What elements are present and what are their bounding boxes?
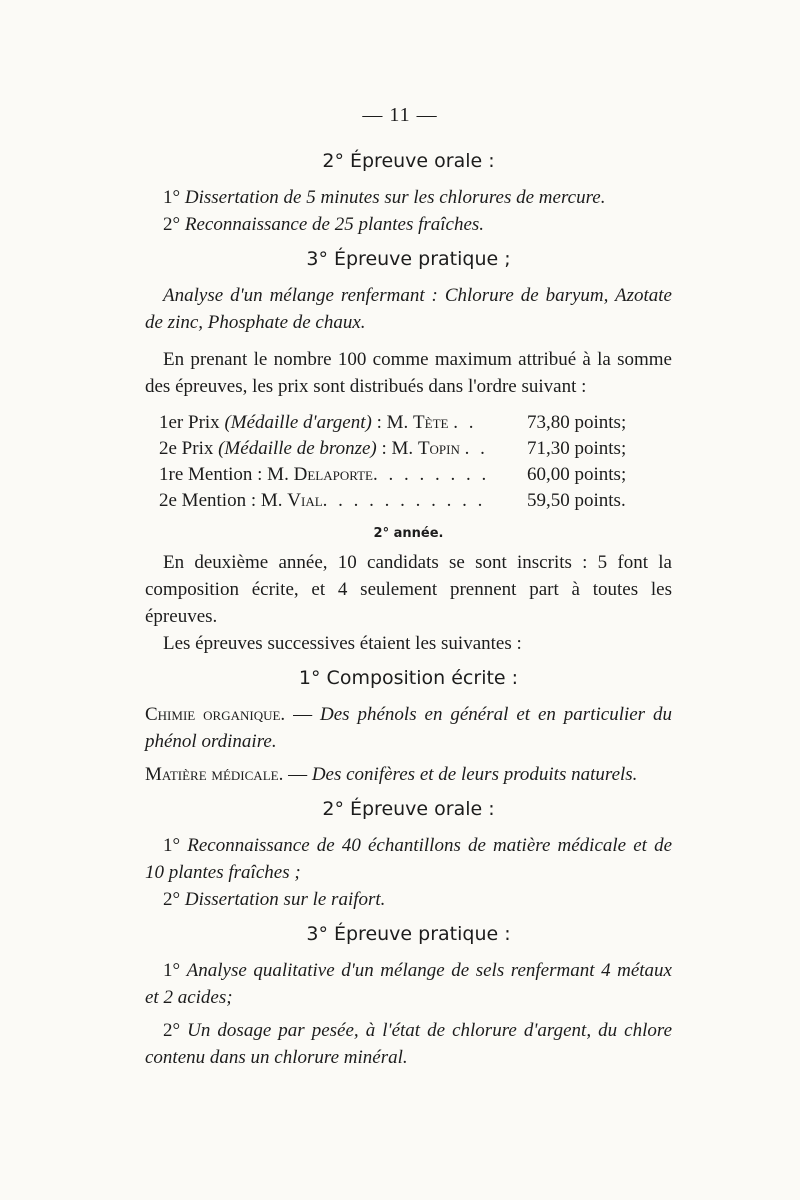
oral-exam-item: 1° Dissertation de 5 minutes sur les chlorures de mercure.	[163, 187, 606, 208]
prize-row: 1er Prix (Médaille d'argent) : M. Tète . . 73,80 points;	[159, 412, 627, 433]
written-exam-item: Chimie organique. — Des phénols en général et en particulier du phénol ordinaire.	[145, 704, 672, 752]
oral-exam-heading-1: 2° Épreuve orale :	[322, 150, 495, 172]
written-exam-heading: 1° Composition écrite :	[298, 667, 519, 689]
oral-exam-item: 2° Reconnaissance de 25 plantes fraîches.	[163, 214, 485, 235]
page-number: — 11 —	[362, 104, 438, 126]
practical-exam-text: Analyse d'un mélange renfermant : Chlorure de baryum, Azotate de zinc, Phosphate de chaux.	[145, 285, 672, 333]
year-paragraph: Les épreuves successives étaient les suivantes :	[163, 633, 522, 654]
oral-exam-item: 1° Reconnaissance de 40 échantillons de matière médicale et de 10 plantes fraîches ;	[145, 835, 672, 883]
intro-paragraph: En prenant le nombre 100 comme maximum attribué à la somme des épreuves, les prix sont distribués dans l'ordre suivant :	[145, 349, 672, 397]
prize-row: 2e Mention : M. Vial. . . . . . . . . . . 59,50 points.	[159, 490, 626, 511]
prize-list	[145, 410, 672, 514]
year-heading: 2° année.	[373, 526, 444, 541]
practical-exam-heading-2: 3° Épreuve pratique :	[306, 923, 511, 945]
page-content	[145, 150, 672, 1071]
oral-exam-heading-2: 2° Épreuve orale :	[322, 798, 495, 820]
practical-exam-heading-1: 3° Épreuve pratique ;	[306, 248, 511, 270]
oral-exam-item: 2° Dissertation sur le raifort.	[163, 889, 386, 910]
year-paragraph: En deuxième année, 10 candidats se sont inscrits : 5 font la composition écrite, et 4 seulement prennent part à toutes les épreuves.	[145, 552, 672, 627]
written-exam-item: Matière médicale. — Des conifères et de leurs produits naturels.	[145, 764, 638, 785]
prize-row: 2e Prix (Médaille de bronze) : M. Topin . . 71,30 points;	[159, 438, 627, 459]
practical-exam-item: 1° Analyse qualitative d'un mélange de sels renfermant 4 métaux et 2 acides;	[145, 960, 672, 1008]
practical-exam-item: 2° Un dosage par pesée, à l'état de chlorure d'argent, du chlore contenu dans un chlorure minéral.	[145, 1020, 672, 1068]
prize-row: 1re Mention : M. Delaporte. . . . . . . . 60,00 points;	[159, 464, 627, 485]
